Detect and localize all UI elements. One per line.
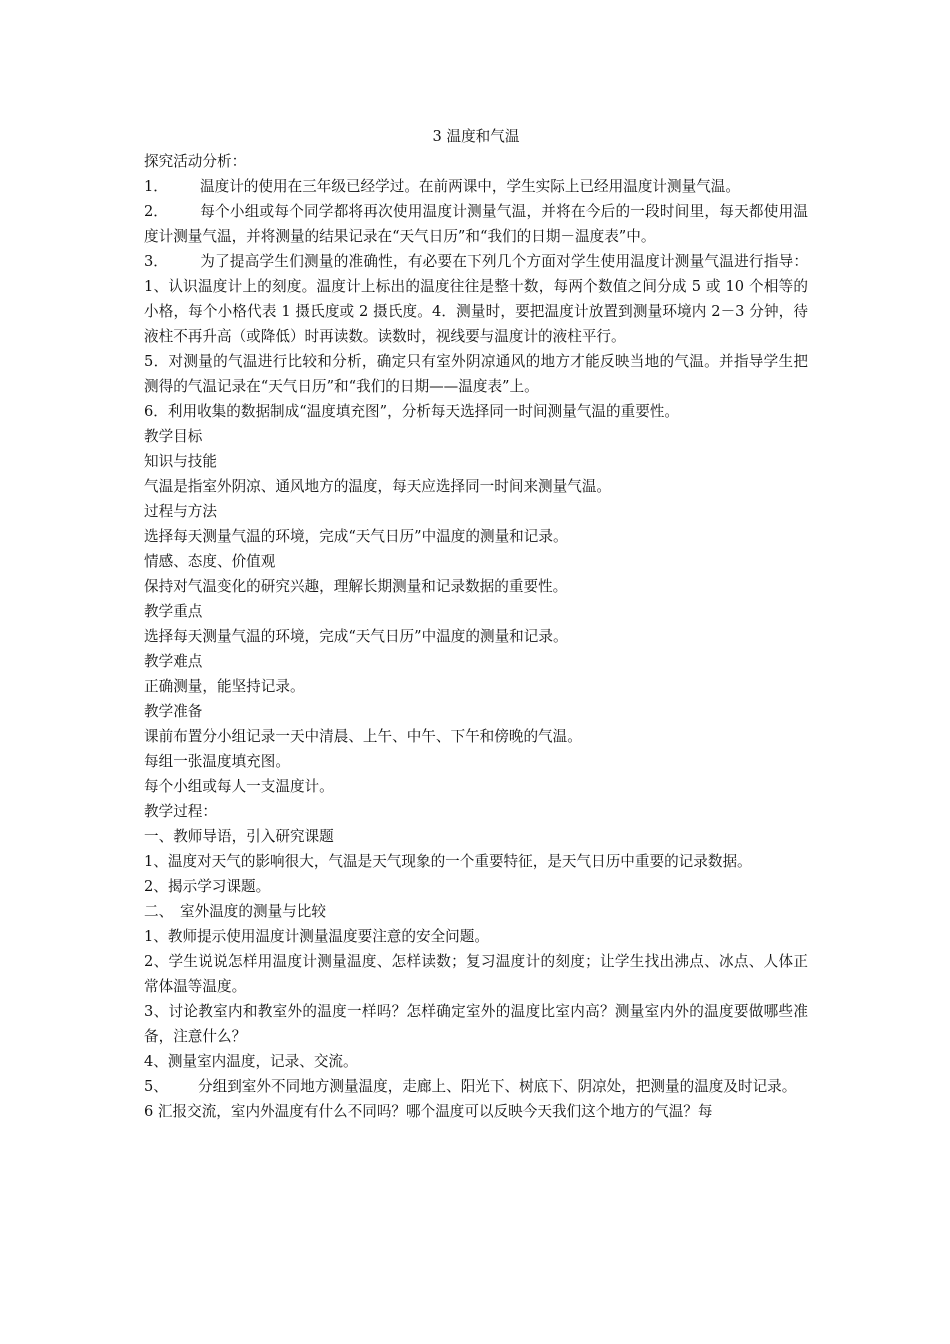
item-number: 1． <box>144 178 168 195</box>
item-text: 温度计的使用在三年级已经学过。在前两课中，学生实际上已经用温度计测量气温。 <box>200 178 740 195</box>
process-part2-heading <box>144 899 808 924</box>
section-heading-preparation: 教学准备 <box>144 703 203 720</box>
preparation-item: 课前布置分小组记录一天中清晨、上午、中午、下午和傍晚的气温。 <box>144 728 582 745</box>
item-text: 分组到室外不同地方测量温度，走廊上、阳光下、树底下、阴凉处，把测量的温度及时记录。 <box>198 1078 797 1095</box>
document-page <box>144 124 808 1124</box>
process-step: 1、温度对天气的影响很大，气温是天气现象的一个重要特征，是天气日历中重要的记录数据。 <box>144 853 752 870</box>
emotion-text: 保持对气温变化的研究兴趣，理解长期测量和记录数据的重要性。 <box>144 578 568 595</box>
section-heading-difficulty: 教学难点 <box>144 653 203 670</box>
item-number: 2、 <box>144 878 168 895</box>
process-part1-heading: 一、教师导语，引入研究课题 <box>144 828 334 845</box>
analysis-item <box>144 174 808 199</box>
section-heading-analysis: 探究活动分析： <box>144 153 247 170</box>
preparation-item: 每组一张温度填充图。 <box>144 753 290 770</box>
analysis-item: 5．对测量的气温进行比较和分析，确定只有室外阴凉通风的地方才能反映当地的气温。并指导学生把测得的气温记录在“天气日历”和“我们的日期——温度表”上。 <box>144 353 808 395</box>
section-heading-process: 教学过程： <box>144 803 217 820</box>
item-text: 每个小组或每个同学都将再次使用温度计测量气温，并将在今后的一段时间里，每天都使用温度计测量气温，并将测量的结果记录在“天气日历”和“我们的日期－温度表”中。 <box>144 203 808 245</box>
item-number: 2． <box>144 203 168 220</box>
section-heading-key-point: 教学重点 <box>144 603 203 620</box>
subheading-knowledge: 知识与技能 <box>144 453 217 470</box>
item-text: 为了提高学生们测量的准确性，有必要在下列几个方面对学生使用温度计测量气温进行指导：1、认识温度计上的刻度。温度计上标出的温度往往是整十数，每两个数值之间分成 5 或 10 个相等的小格，每个小格代表 1 摄氏度或 2 摄氏度。4．测量时，要把温度计放置到测量环境内 2－3 分钟，待液柱不再升高（或降低）时再读数。读数时，视线要与温度计的液柱平行。 <box>144 253 808 345</box>
process-step <box>144 874 808 899</box>
key-point-text: 选择每天测量气温的环境，完成“天气日历”中温度的测量和记录。 <box>144 628 568 645</box>
section-heading-goals: 教学目标 <box>144 428 203 445</box>
process-text: 选择每天测量气温的环境，完成“天气日历”中温度的测量和记录。 <box>144 528 568 545</box>
analysis-item <box>144 249 808 349</box>
process-step: 1、教师提示使用温度计测量温度要注意的安全问题。 <box>144 928 489 945</box>
process-step: 4、测量室内温度，记录、交流。 <box>144 1053 358 1070</box>
subheading-emotion: 情感、态度、价值观 <box>144 553 276 570</box>
difficulty-text: 正确测量，能坚持记录。 <box>144 678 305 695</box>
analysis-item <box>144 199 808 249</box>
document-title: 3 温度和气温 <box>432 128 520 145</box>
item-number: 二、 <box>144 903 174 920</box>
preparation-item: 每个小组或每人一支温度计。 <box>144 778 334 795</box>
item-text: 室外温度的测量与比较 <box>180 903 326 920</box>
subheading-process: 过程与方法 <box>144 503 217 520</box>
process-step <box>144 1074 808 1099</box>
item-number: 3． <box>144 253 168 270</box>
process-step: 6 汇报交流，室内外温度有什么不同吗？哪个温度可以反映今天我们这个地方的气温？每 <box>144 1103 713 1120</box>
process-step: 3、讨论教室内和教室外的温度一样吗？怎样确定室外的温度比室内高？测量室内外的温度要做哪些准备，注意什么？ <box>144 1003 808 1045</box>
item-text: 揭示学习课题。 <box>168 878 271 895</box>
analysis-item: 6．利用收集的数据制成“温度填充图”，分析每天选择同一时间测量气温的重要性。 <box>144 403 679 420</box>
process-step: 2、学生说说怎样用温度计测量温度、怎样读数；复习温度计的刻度；让学生找出沸点、冰点、人体正常体温等温度。 <box>144 953 808 995</box>
item-number: 5、 <box>144 1078 168 1095</box>
knowledge-text: 气温是指室外阴凉、通风地方的温度，每天应选择同一时间来测量气温。 <box>144 478 612 495</box>
